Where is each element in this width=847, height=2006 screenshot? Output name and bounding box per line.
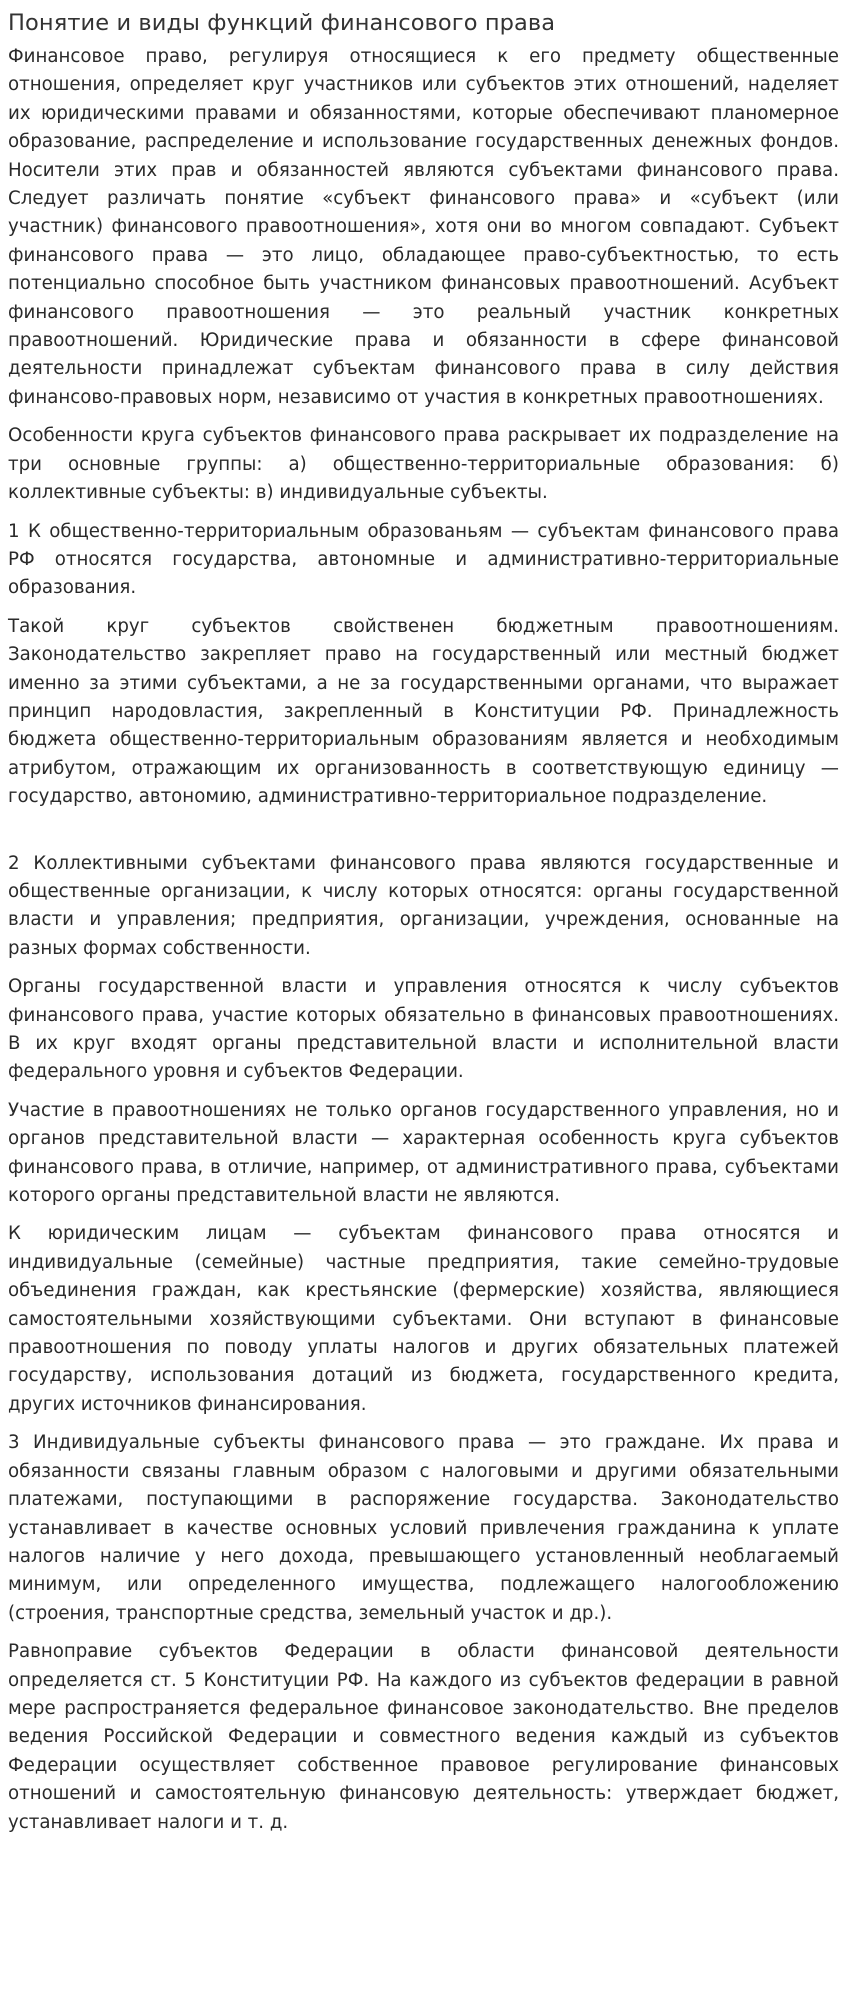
paragraph-group-3: 3 Индивидуальные субъекты финансового права — это граждане. Их права и обязанности связаны главным образом с налоговыми и другими обязательными платежами, поступающими в распоряжение государства. Законодательство устанавливает в качестве основных условий привлечения гражданина к уплате налогов наличие у него дохода, превышающего установленный необлагаемый минимум, или определенного имущества, подлежащего налогообложению (строения, транспортные средства, земельный участок и др.). bbox=[8, 1432, 839, 1624]
paragraph-legal-entities: К юридическим лицам — субъектам финансового права относятся и индивидуальные (семейные) частные предприятия, такие семейно-трудовые объединения граждан, как крестьянские (фермерские) хозяйства, являющиеся самостоятельными хозяйствующими субъектами. Они вступают в финансовые правоотношения по поводу уплаты налогов и других обязательных платежей государству, использования дотаций из бюджета, государственного кредита, других источников финансирования. bbox=[8, 1223, 839, 1415]
paragraph-intro: Финансовое право, регулируя относящиеся к его предмету общественные отношения, определяет круг участников или субъектов этих отношений, наделяет их юридическими правами и обязанностями, которые обеспечивают планомерное образование, распределение и использование государственных денежных фондов. Носители этих прав и обязанностей являются субъектами финансового права. Следует различать понятие «субъект финансового права» и «субъект (или участник) финансового правоотношения», хотя они во многом совпадают. Субъект финансового права — это лицо, обладающее право-субъектностью, то есть потенциально способное быть участником финансовых правоотношений. Асубъект финансового правоотношения — это реальный участник конкретных правоотношений. Юридические права и обязанности в сфере финансовой деятельности принадлежат субъектам финансового права в силу действия финансово-правовых норм, независимо от участия в конкретных правоотношениях. bbox=[8, 46, 839, 408]
paragraph-group-1: 1 К общественно-территориальным образованьям — субъектам финансового права РФ относятся государства, автономные и административно-территориальные образования. bbox=[8, 520, 839, 599]
document bbox=[8, 0, 839, 1847]
paragraph-budget: Такой круг субъектов свойственен бюджетным правоотношениям. Законодательство закрепляет право на государственный или местный бюджет именно за этими субъектами, а не за государственными органами, что выражает принцип народовластия, закрепленный в Конституции РФ. Принадлежность бюджета общественно-территориальным образованиям является и необходимым атрибутом, отражающим их организованность в соответствующую единицу — государство, автономию, административно-территориальное подразделение. bbox=[8, 615, 839, 808]
paragraph-equality: Равноправие субъектов Федерации в области финансовой деятельности определяется ст. 5 Конституции РФ. На каждого из субъектов федерации в равной мере распространяется федеральное финансовое законодательство. Вне пределов ведения Российской Федерации и совместного ведения каждый из субъектов Федерации осуществляет собственное правовое регулирование финансовых отношений и самостоятельную финансовую деятельность: утверждает бюджет, устанавливает налоги и т. д. bbox=[8, 1641, 839, 1833]
paragraph-authorities: Органы государственной власти и управления относятся к числу субъектов финансового права, участие которых обязательно в финансовых правоотношениях. В их круг входят органы представительной власти и исполнительной власти федерального уровня и субъектов Федерации. bbox=[8, 976, 839, 1083]
paragraph-group-2: 2 Коллективными субъектами финансового права являются государственные и общественные организации, к числу которых относятся: органы государственной власти и управления; предприятия, организации, учреждения, основанные на разных формах собственности. bbox=[8, 852, 839, 959]
paragraph-groups: Особенности круга субъектов финансового права раскрывает их подразделение на три основные группы: а) общественно-территориальные образования: б) коллективные субъекты: в) индивидуальные субъекты. bbox=[8, 425, 839, 504]
page-title: Понятие и виды функций финансового права bbox=[8, 10, 556, 36]
paragraph-representative: Участие в правоотношениях не только органов государственного управления, но и органов представительной власти — характерная особенность круга субъектов финансового права, в отличие, например, от административного права, субъектами которого органы представительной власти не являются. bbox=[8, 1099, 839, 1207]
